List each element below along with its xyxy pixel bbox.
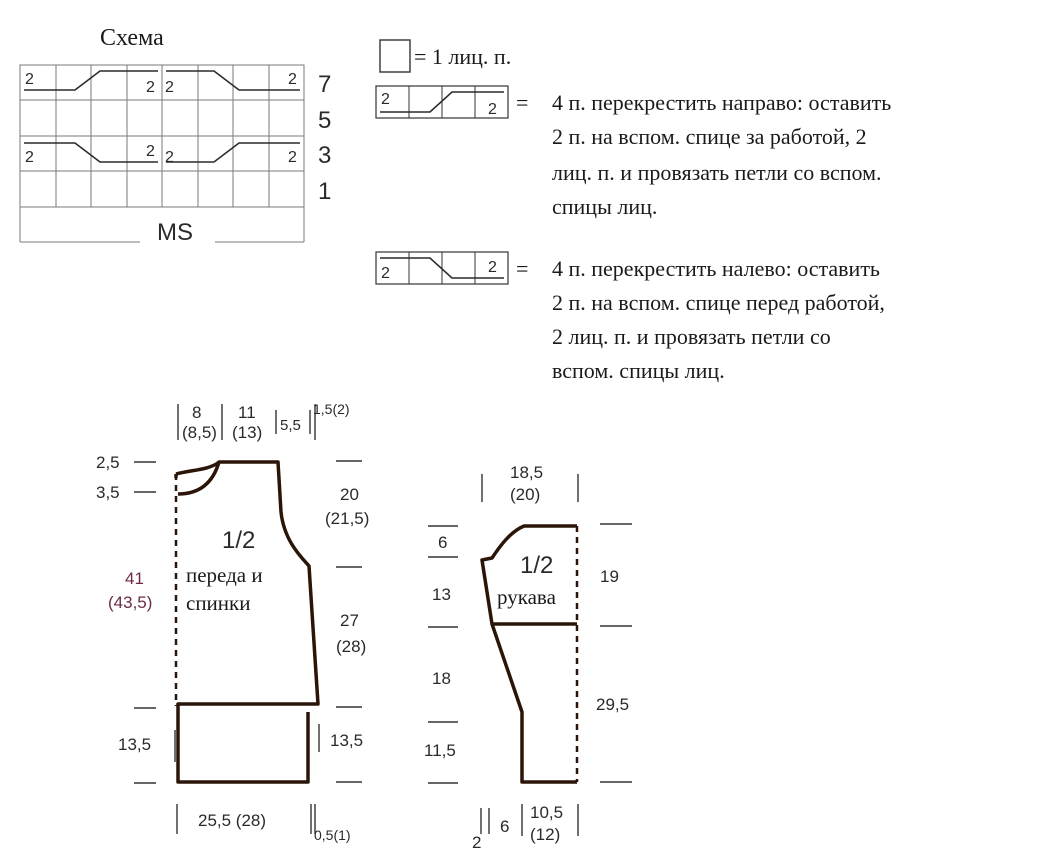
dim-label: (20) — [510, 485, 541, 504]
body-pattern — [96, 401, 369, 843]
cross-left-symbol — [376, 252, 508, 284]
cross-left-line: 2 п. на вспом. спице перед работой, — [552, 290, 885, 315]
dim-label: 11 — [238, 403, 256, 422]
cable-count-label: 2 — [288, 149, 297, 166]
dim-label: 19 — [600, 567, 619, 586]
dim-label: 25,5 (28) — [198, 811, 267, 830]
cross-right-line: спицы лиц. — [552, 194, 658, 219]
cable-count-label: 2 — [488, 259, 497, 276]
dim-label: 3,5 — [96, 483, 120, 502]
cable-count-label: 2 — [381, 265, 390, 282]
dim-label: 5,5 — [280, 417, 301, 434]
dim-label: (28) — [336, 637, 367, 656]
dim-label: 27 — [340, 611, 359, 630]
cable-count-label: 2 — [381, 91, 390, 108]
dim-label: 10,5 — [530, 803, 564, 822]
dim-label: 41 — [125, 569, 144, 588]
knit-symbol-description: = 1 лиц. п. — [414, 44, 512, 69]
dim-label: 13,5 — [118, 735, 152, 754]
knit-stitch-symbol — [380, 40, 410, 72]
dim-label: 6 — [500, 817, 510, 836]
cable-count-label: 2 — [165, 149, 174, 166]
stitch-chart — [20, 25, 331, 246]
dim-label: (12) — [530, 825, 561, 844]
body-label: 1/2 — [222, 527, 256, 554]
equals-sign: = — [516, 256, 529, 281]
dim-label: 18 — [432, 669, 451, 688]
dim-label: 0,5(1) — [314, 827, 351, 843]
dim-label: 2 — [472, 833, 482, 852]
dim-label: 13 — [432, 585, 451, 604]
body-label: спинки — [186, 591, 251, 615]
dim-label: (13) — [232, 423, 263, 442]
row-number: 7 — [318, 71, 332, 98]
cable-count-label: 2 — [488, 101, 497, 118]
dim-label: 6 — [438, 533, 448, 552]
row-number: 1 — [318, 178, 332, 205]
dim-label: (21,5) — [325, 509, 370, 528]
dim-label: 1,5(2) — [313, 401, 350, 417]
cross-left-line: 2 лиц. п. и провязать петли со — [552, 324, 831, 349]
sleeve-label: рукава — [497, 585, 556, 609]
cable-count-label: 2 — [146, 79, 155, 96]
body-label: переда и — [186, 563, 263, 587]
cable-count-label: 2 — [25, 149, 34, 166]
dim-label: 8 — [192, 403, 202, 422]
dim-label: (8,5) — [182, 423, 217, 442]
dim-label: (43,5) — [108, 593, 153, 612]
body-outline — [176, 462, 318, 782]
cable-count-label: 2 — [288, 71, 297, 88]
dim-label: 13,5 — [330, 731, 364, 750]
row-number: 5 — [318, 107, 332, 134]
equals-sign: = — [516, 90, 529, 115]
cross-left-line: 4 п. перекрестить налево: оставить — [552, 256, 880, 281]
chart-title: Схема — [100, 25, 164, 51]
dim-label: 2,5 — [96, 453, 120, 472]
ms-label: MS — [157, 219, 193, 246]
dim-label: 11,5 — [424, 741, 456, 760]
dim-label: 29,5 — [596, 695, 630, 714]
sleeve-label: 1/2 — [520, 552, 554, 579]
cable-count-label: 2 — [165, 79, 174, 96]
row-number: 3 — [318, 142, 332, 169]
body-top-dims — [178, 401, 350, 442]
chart-grid — [20, 65, 304, 242]
cross-right-line: 4 п. перекрестить направо: оставить — [552, 90, 892, 115]
dim-label: 18,5 — [510, 463, 544, 482]
cross-right-line: 2 п. на вспом. спице за работой, 2 — [552, 124, 867, 149]
cross-right-line: лиц. п. и провязать петли со вспом. — [552, 160, 882, 185]
cross-left-line: вспом. спицы лиц. — [552, 358, 725, 383]
legend — [376, 40, 891, 383]
cable-count-label: 2 — [25, 71, 34, 88]
cable-count-label: 2 — [146, 143, 155, 160]
sleeve-pattern — [424, 463, 632, 852]
dim-label: 20 — [340, 485, 359, 504]
cross-right-symbol — [376, 86, 508, 118]
